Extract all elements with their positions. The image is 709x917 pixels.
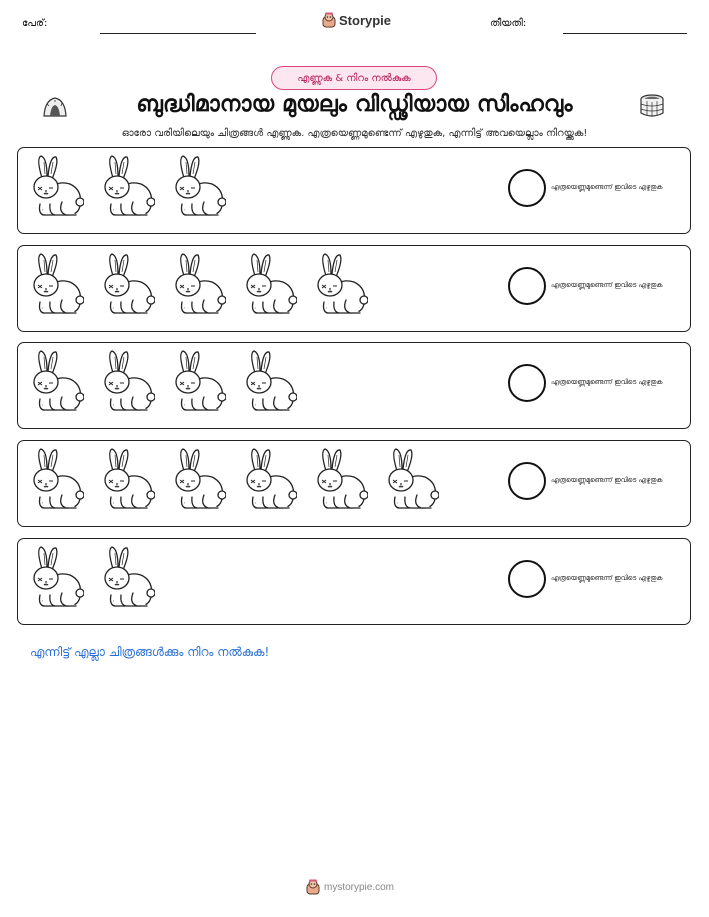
instructions: ഓരോ വരിയിലെയും ചിത്രങ്ങൾ എണ്ണുക. എത്രയെണ്ണമുണ്ടെന്ന് എഴുതുക, എന്നിട്ട് അവയെല്ലാം നിറയ്ക്കുക!: [121, 128, 588, 139]
count-row-1: [17, 147, 691, 234]
write-here-label: എത്രയെണ്ണമുണ്ടെന്ന് ഇവിടെ എഴുതുക: [551, 574, 663, 582]
answer-circle[interactable]: [508, 267, 546, 305]
rabbit-icon: [99, 154, 155, 220]
answer-circle[interactable]: [508, 364, 546, 402]
name-line: [100, 33, 256, 34]
rabbit-icon: [28, 545, 84, 611]
rabbit-icon: [99, 447, 155, 513]
write-here-label: എത്രയെണ്ണമുണ്ടെന്ന് ഇവിടെ എഴുതുക: [551, 281, 663, 289]
rabbit-icon: [99, 252, 155, 318]
count-row-4: [17, 440, 691, 527]
website-url: mystorypie.com: [324, 881, 395, 893]
rabbit-icon: [170, 154, 226, 220]
count-row-2: [17, 245, 691, 332]
count-row-3: [17, 342, 691, 429]
storypie-logo-icon: [306, 879, 320, 895]
rabbit-icon: [28, 447, 84, 513]
write-here-label: എത്രയെണ്ണമുണ്ടെന്ന് ഇവിടെ എഴുതുക: [551, 476, 663, 484]
rabbit-icon: [170, 252, 226, 318]
rabbit-icon: [312, 252, 368, 318]
storypie-logo-icon: [322, 12, 336, 28]
well-icon: [638, 93, 666, 119]
rabbit-icon: [170, 349, 226, 415]
rabbit-icon: [383, 447, 439, 513]
name-label: പേര്:: [22, 18, 48, 29]
title-row: [0, 92, 709, 124]
rabbit-icon: [170, 447, 226, 513]
answer-circle[interactable]: [508, 560, 546, 598]
storypie-brand: [322, 12, 391, 28]
rabbit-icon: [312, 447, 368, 513]
footer-brand: [306, 879, 394, 895]
count-row-5: [17, 538, 691, 625]
rabbit-icon: [241, 447, 297, 513]
rabbit-icon: [28, 154, 84, 220]
rabbit-icon: [99, 545, 155, 611]
activity-badge: എണ്ണുക & നിറം നൽകുക: [271, 66, 437, 90]
rabbit-icon: [99, 349, 155, 415]
worksheet-header: [0, 0, 709, 50]
write-here-label: എത്രയെണ്ണമുണ്ടെന്ന് ഇവിടെ എഴുതുക: [551, 183, 663, 191]
date-line: [563, 33, 687, 34]
rabbit-icon: [241, 252, 297, 318]
bunny-group: [28, 154, 226, 220]
bunny-group: [28, 447, 439, 513]
bunny-group: [28, 545, 155, 611]
rabbit-icon: [241, 349, 297, 415]
rabbit-icon: [28, 252, 84, 318]
rabbit-icon: [28, 349, 84, 415]
bunny-group: [28, 349, 297, 415]
write-here-label: എത്രയെണ്ണമുണ്ടെന്ന് ഇവിടെ എഴുതുക: [551, 378, 663, 386]
answer-circle[interactable]: [508, 462, 546, 500]
coloring-note: എന്നിട്ട് എല്ലാ ചിത്രങ്ങൾക്കും നിറം നൽകുക!: [30, 645, 270, 659]
worksheet-title: ബുദ്ധിമാനായ മുയലും വിഡ്ഢിയായ സിംഹവും: [136, 92, 573, 117]
brand-name: Storypie: [339, 12, 392, 28]
answer-circle[interactable]: [508, 169, 546, 207]
date-label: തീയതി:: [490, 18, 527, 29]
bunny-group: [28, 252, 368, 318]
